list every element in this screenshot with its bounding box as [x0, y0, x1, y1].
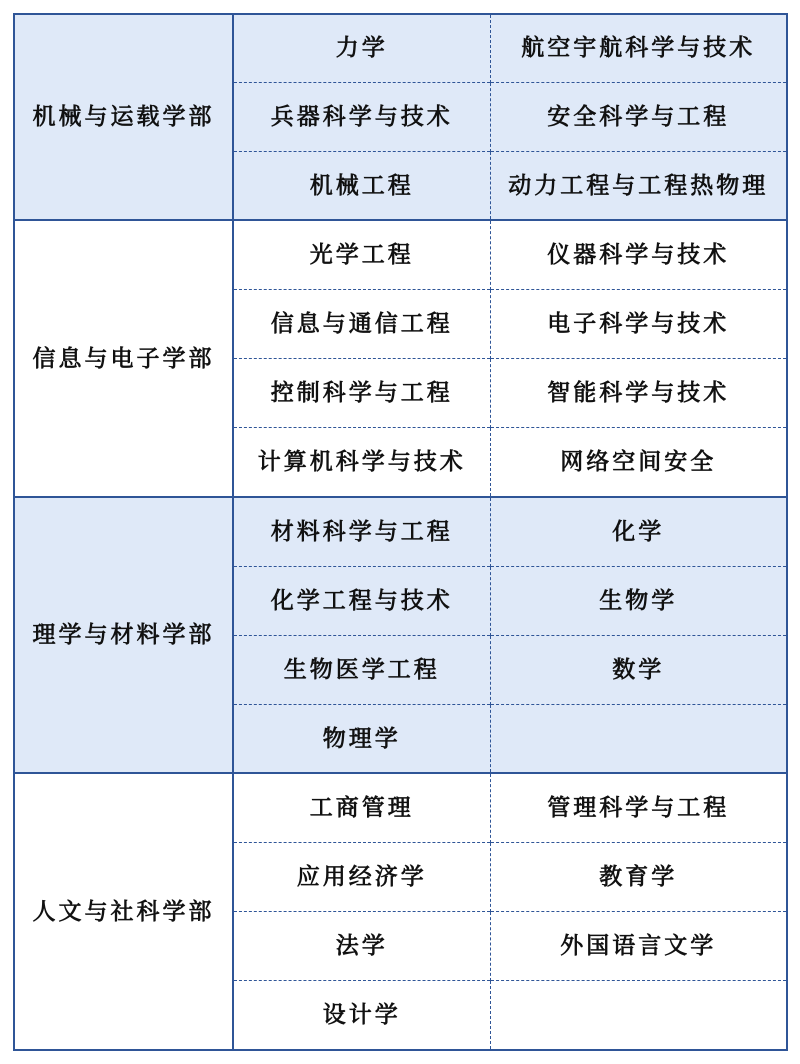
major-cell: 安全科学与工程: [490, 82, 787, 151]
major-cell: 计算机科学与技术: [233, 428, 490, 497]
major-cell: 外国语言文学: [490, 912, 787, 981]
major-cell: 光学工程: [233, 220, 490, 289]
major-cell: [490, 704, 787, 773]
major-cell: 动力工程与工程热物理: [490, 151, 787, 220]
department-group: [14, 14, 787, 220]
department-group: [14, 220, 787, 497]
major-cell: 力学: [233, 14, 490, 82]
major-cell: 数学: [490, 635, 787, 704]
major-cell: [490, 981, 787, 1050]
major-cell: 管理科学与工程: [490, 773, 787, 842]
department-group: [14, 497, 787, 774]
major-cell: 信息与通信工程: [233, 290, 490, 359]
major-cell: 应用经济学: [233, 843, 490, 912]
major-cell: 兵器科学与技术: [233, 82, 490, 151]
department-name: 信息与电子学部: [14, 220, 233, 497]
major-cell: 智能科学与技术: [490, 359, 787, 428]
major-cell: 仪器科学与技术: [490, 220, 787, 289]
major-cell: 电子科学与技术: [490, 290, 787, 359]
major-cell: 法学: [233, 912, 490, 981]
major-cell: 机械工程: [233, 151, 490, 220]
major-cell: 教育学: [490, 843, 787, 912]
table-row: [14, 220, 787, 289]
table-row: [14, 14, 787, 82]
major-cell: 设计学: [233, 981, 490, 1050]
major-cell: 化学: [490, 497, 787, 566]
department-group: [14, 773, 787, 1050]
major-cell: 材料科学与工程: [233, 497, 490, 566]
major-cell: 航空宇航科学与技术: [490, 14, 787, 82]
discipline-table: [13, 13, 788, 1051]
major-cell: 控制科学与工程: [233, 359, 490, 428]
major-cell: 工商管理: [233, 773, 490, 842]
table-row: [14, 497, 787, 566]
table-row: [14, 773, 787, 842]
major-cell: 化学工程与技术: [233, 566, 490, 635]
major-cell: 生物学: [490, 566, 787, 635]
department-name: 机械与运载学部: [14, 14, 233, 220]
department-name: 理学与材料学部: [14, 497, 233, 774]
department-name: 人文与社科学部: [14, 773, 233, 1050]
major-cell: 物理学: [233, 704, 490, 773]
major-cell: 网络空间安全: [490, 428, 787, 497]
major-cell: 生物医学工程: [233, 635, 490, 704]
